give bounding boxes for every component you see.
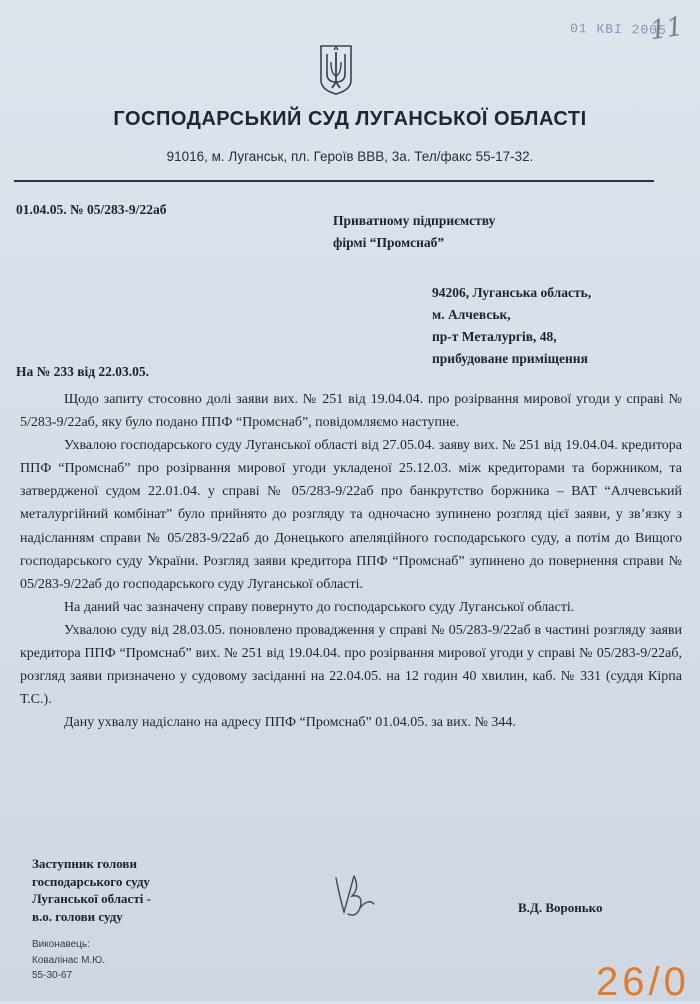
body-paragraph: Дану ухвалу надіслано на адресу ППФ “Промснаб” 01.04.05. за вих. № 344. — [64, 715, 516, 731]
body-paragraph: Ухвалою господарського суду Луганської області від 27.05.04. заяву вих. № 251 від 19.04.04. кредитора ППФ “Промснаб” про розірвання мирової угоди укладеної 25.12.03. між кредиторами та боржником, та затвердженої судом 22.01.04. у справі № 05/283-9/22аб про банкрутство боржника – ВАТ “Алчевський металургійний комбінат” було прийнято до розгляду та одночасно зупинено розгляд цієї заяви, у зв’язку з надісланням справи № 05/283-9/22аб до Донецького апеляційного господарського суду, а потім до Вищого господарського суду України. Розгляд заяви кредитора ППФ “Промснаб” зупинено до повернення справи № 05/283-9/22аб до господарського суду Луганської області. — [20, 438, 682, 592]
letter-body — [20, 388, 682, 734]
received-date-stamp: 01 КВІ 2005 — [569, 21, 667, 38]
signatory-name: В.Д. Воронько — [518, 900, 603, 915]
corner-date-mark: 26/0 — [596, 960, 690, 1004]
signatory-title-line: Заступник голови — [32, 856, 137, 871]
signatory-title-line: господарського суду — [32, 873, 150, 889]
body-paragraph: На даний час зазначену справу повернуто до господарського суду Луганської області. — [64, 599, 575, 615]
address-line: пр-т Металургів, 48, — [432, 329, 557, 344]
court-name-heading: ГОСПОДАРСЬКИЙ СУД ЛУГАНСЬКОЇ ОБЛАСТІ — [113, 108, 587, 130]
addressee-line: фірмі “Промснаб” — [333, 235, 445, 250]
postal-address-block — [432, 282, 591, 370]
address-line: прибудоване приміщення — [432, 351, 588, 366]
address-line: 94206, Луганська область, — [432, 285, 592, 300]
trident-emblem-icon — [318, 44, 354, 96]
body-paragraph: Щодо запиту стосовно долі заяви вих. № 251 від 19.04.04. про розірвання мирової угоди у справі № 5/283-9/22аб, яку було подано ППФ “Промснаб”, повідомляємо наступне. — [20, 392, 682, 431]
handwritten-stamp-number: 11 — [648, 11, 686, 47]
addressee-block — [333, 210, 495, 254]
executor-label: Виконавець: — [32, 939, 90, 950]
signatory-title — [32, 855, 151, 925]
outgoing-reference: 01.04.05. № 05/283-9/22аб — [16, 202, 167, 217]
body-paragraph: Ухвалою суду від 28.03.05. поновлено провадження у справі № 05/283-9/22аб в частині розгляду заяви кредитора ППФ “Промснаб” вих. № 251 від 19.04.04. про розірвання мирової угоди у справі № 05/283-9/22аб, розгляд заяви призначено у судовому засіданні на 22.04.05. на 12 годин 40 хвилин, каб. № 331 (суддя Кірпа Т.С.). — [20, 622, 682, 708]
addressee-line: Приватному підприємству — [333, 213, 496, 228]
executor-block — [32, 937, 105, 984]
signatory-title-line: в.о. голови суду — [32, 908, 123, 924]
signatory-title-line: Луганської області - — [32, 891, 151, 906]
reply-reference: На № 233 від 22.03.05. — [16, 364, 150, 379]
executor-name: Ковалінас М.Ю. — [32, 954, 106, 966]
court-address: 91016, м. Луганськ, пл. Героїв ВВВ, 3а. Тел/факс 55-17-32. — [166, 149, 534, 164]
executor-phone: 55-30-67 — [32, 970, 73, 981]
handwritten-signature-icon — [330, 868, 380, 926]
header-divider — [14, 180, 654, 182]
address-line: м. Алчевськ, — [432, 307, 511, 322]
